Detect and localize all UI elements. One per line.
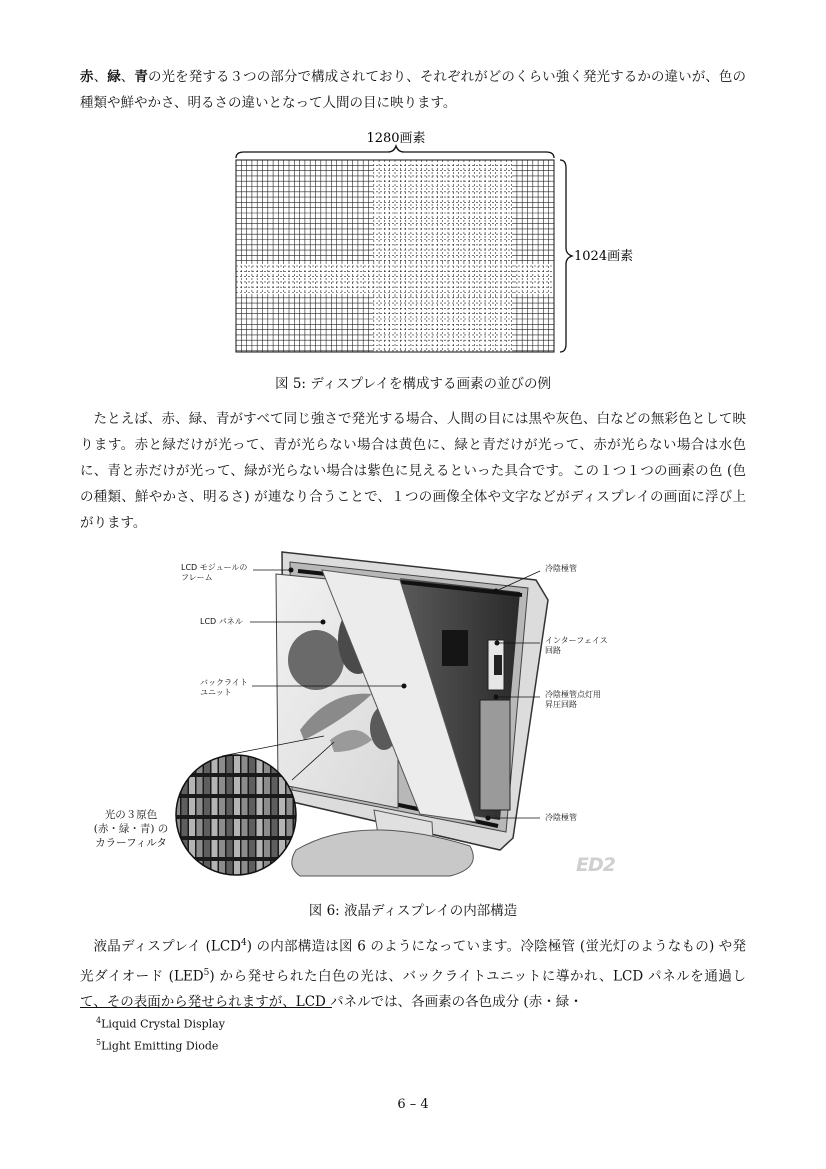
filter-subpixel [234, 798, 240, 815]
connector [494, 655, 502, 675]
filter-subpixel [219, 798, 225, 815]
leader-dot [494, 589, 499, 594]
chip [442, 630, 468, 666]
callout-lcd-panel: LCD パネル [200, 617, 243, 626]
filter-subpixel [249, 819, 255, 836]
filter-subpixel [249, 798, 255, 815]
filter-subpixel [272, 819, 278, 836]
filter-subpixel [242, 840, 248, 857]
filter-subpixel [219, 861, 225, 878]
filter-subpixel [302, 819, 308, 836]
filter-subpixel [242, 861, 248, 878]
footnote-ref[interactable]: 4 [241, 938, 247, 948]
filter-subpixel [279, 861, 285, 878]
filter-subpixel [242, 819, 248, 836]
filter-subpixel [189, 861, 195, 878]
filter-subpixel [212, 819, 218, 836]
filter-subpixel [227, 840, 233, 857]
filter-subpixel [272, 840, 278, 857]
filter-subpixel [287, 798, 293, 815]
width-label: 1280画素 [366, 131, 426, 146]
filter-subpixel [279, 798, 285, 815]
filter-subpixel [227, 756, 233, 773]
separator: 、 [93, 69, 108, 85]
filter-subpixel [272, 798, 278, 815]
footnote-text: Light Emitting Diode [101, 1039, 219, 1053]
filter-subpixel [242, 756, 248, 773]
footnote [96, 1038, 218, 1053]
figure6-caption: 図 6: 液晶ディスプレイの内部構造 [308, 903, 518, 919]
filter-subpixel [174, 756, 180, 773]
filter-subpixel [197, 756, 203, 773]
callout-ccfl-top: 冷陰極管 [545, 564, 577, 573]
filter-subpixel [219, 756, 225, 773]
callout-inverter: 冷陰極管点灯用 昇圧回路 [545, 690, 601, 709]
inverter-board [480, 700, 510, 810]
footnote-text: Liquid Crystal Display [101, 1017, 225, 1031]
filter-subpixel [264, 861, 270, 878]
height-label: 1024画素 [574, 249, 634, 264]
separator: 、 [120, 69, 135, 85]
filter-subpixel [287, 819, 293, 836]
filter-subpixel [197, 819, 203, 836]
filter-subpixel [264, 840, 270, 857]
filter-subpixel [174, 861, 180, 878]
rgb-filter-label: 光の３原色 (赤・緑・青) の カラーフィルタ [93, 809, 169, 849]
callout-backlight: バックライト ユニット [200, 678, 248, 697]
red-word: 赤 [80, 69, 94, 85]
filter-subpixel [219, 819, 225, 836]
filter-subpixel [182, 798, 188, 815]
filter-subpixel [197, 798, 203, 815]
leader-dot [494, 695, 499, 700]
figure5-caption: 図 5: ディスプレイを構成する画素の並びの例 [275, 376, 551, 392]
filter-subpixel [257, 819, 263, 836]
footnote [96, 1016, 225, 1031]
pepper-image [288, 630, 344, 690]
body-paragraph: たとえば、赤、緑、青がすべて同じ強さで発光する場合、人間の目には黒や灰色、白などの無彩色として映ります。赤と緑だけが光って、青が光らない場合は黄色に、緑と青だけが光って、赤が光らない場合は水色に、青と赤だけが光って、緑が光らない場合は紫色に見えるといった具合です。この１つ１つの画素の色 (色の種類、鮮やかさ、明るさ) が連なり合うことで、１つの画像全体や文字などがディスプレイの画面に浮び上がります。 [80, 411, 746, 531]
filter-subpixel [249, 840, 255, 857]
filter-subpixel [182, 861, 188, 878]
filter-subpixel [234, 756, 240, 773]
filter-subpixel [219, 840, 225, 857]
blue-word: 青 [134, 69, 148, 85]
filter-subpixel [249, 861, 255, 878]
footnote-ref[interactable]: 5 [203, 967, 210, 978]
filter-subpixel [249, 777, 255, 794]
filter-subpixel [264, 777, 270, 794]
filter-subpixel [189, 798, 195, 815]
ed2-logo: ED2 [576, 854, 615, 876]
intro-text: の光を発する３つの部分で構成されており、それぞれがどのくらい強く発光するかの違いが、色の種類や鮮やかさ、明るさの違いとなって人間の目に映ります。 [80, 69, 746, 111]
filter-subpixel [204, 861, 210, 878]
filter-subpixel [264, 798, 270, 815]
callout-ccfl-bottom: 冷陰極管 [545, 813, 577, 822]
body-paragraph [80, 930, 746, 1015]
filter-subpixel [197, 840, 203, 857]
leader-dot [495, 641, 500, 646]
filter-subpixel [204, 819, 210, 836]
filter-subpixel [182, 756, 188, 773]
text-run: ) の内部構造は図 6 のようになっています。冷陰極管 (蛍光灯のようなもの) や発光ダイオード (LED [80, 938, 746, 984]
leader-dot [486, 816, 491, 821]
filter-subpixel [227, 777, 233, 794]
filter-subpixel [257, 798, 263, 815]
filter-subpixel [189, 819, 195, 836]
filter-subpixel [257, 777, 263, 794]
filter-subpixel [234, 840, 240, 857]
text-run: ) から発せられた白色の光は、バックライトユニットに導かれ、LCD パネルを通過して、その表面から発せられますが、LCD パネルでは、各画素の各色成分 (赤・緑・ [80, 968, 746, 1010]
filter-subpixel [197, 777, 203, 794]
filter-subpixel [242, 798, 248, 815]
filter-subpixel [279, 819, 285, 836]
footnote-number: 4 [96, 1016, 102, 1025]
filter-subpixel [212, 798, 218, 815]
filter-subpixel [272, 777, 278, 794]
filter-subpixel [212, 777, 218, 794]
green-word: 緑 [107, 69, 121, 85]
footnote-number: 5 [96, 1038, 102, 1047]
leader-dot [402, 684, 407, 689]
footnote-rule [80, 1007, 332, 1008]
filter-subpixel [182, 819, 188, 836]
filter-subpixel [212, 840, 218, 857]
filter-subpixel [219, 777, 225, 794]
filter-subpixel [242, 777, 248, 794]
filter-subpixel [264, 819, 270, 836]
filter-subpixel [234, 777, 240, 794]
filter-subpixel [227, 798, 233, 815]
filter-subpixel [174, 777, 180, 794]
page-number: 6 – 4 [397, 1097, 429, 1112]
leader-dot [321, 620, 326, 625]
filter-subpixel [257, 840, 263, 857]
filter-subpixel [204, 777, 210, 794]
filter-subpixel [204, 840, 210, 857]
callout-frame: LCD モジュールの フレーム [181, 563, 248, 582]
filter-subpixel [234, 819, 240, 836]
filter-subpixel [189, 756, 195, 773]
callout-interface: インターフェイス 回路 [545, 636, 608, 655]
filter-subpixel [189, 777, 195, 794]
text-run: 液晶ディスプレイ (LCD [93, 938, 242, 955]
leader-dot [289, 568, 294, 573]
filter-subpixel [227, 819, 233, 836]
filter-subpixel [204, 798, 210, 815]
